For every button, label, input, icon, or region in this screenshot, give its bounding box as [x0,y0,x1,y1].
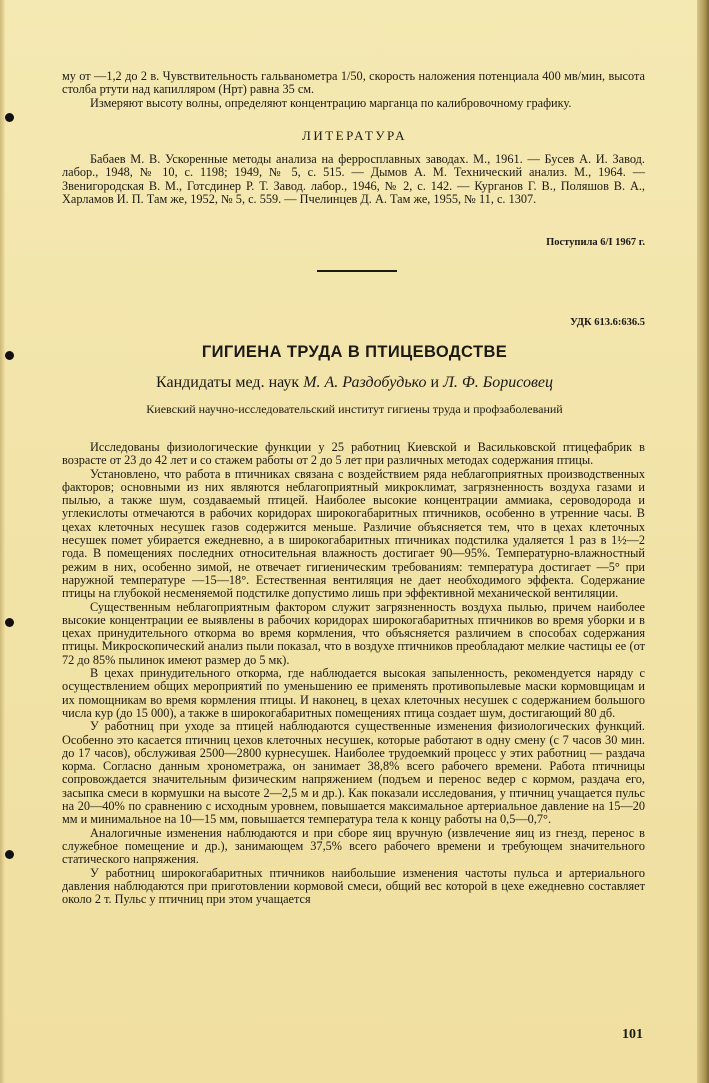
paragraph: Аналогичные изменения наблюдаются и при сборе яиц вручную (извлечение яиц из гнезд, перенос в служебное помещение и др.), занимающем 37,5% всего рабочего времени и требующем значительного статического напряжения. [62,825,645,867]
udk-code: УДК 613.6:636.5 [570,317,645,328]
paragraph: му от —1,2 до 2 в. Чувствительность гальванометра 1/50, скорость наложения потенциала 400 мв/мин, высота столба ртути над капилляром (Hрт) равна 35 см. [62,69,645,97]
authors-conjunction: и [430,374,440,391]
literature-heading: ЛИТЕРАТУРА [302,128,407,143]
author-name: Л. Ф. Борисовец [443,374,553,391]
paragraph: У работниц широкогабаритных птичников наибольшие изменения частоты пульса и артериального давления наблюдаются при приготовлении кормовой смеси, общий вес которой в цехе ежедневно составляет около 2 т. Пульс у птичниц при этом учащается [62,865,645,907]
binding-hole [5,850,14,859]
reference-list: Бабаев М. В. Ускоренные методы анализа на ферросплавных заводах. М., 1961. — Бусев А. И. Завод. лабор., 1948, № 10, с. 1198; 1949, № 5, с. 515. — Дымов А. М. Технический анализ. М., 1964. — Звенигородская В. М., Готсдинер Р. Т. Завод. лабор., 1946, № 2, с. 142. — Курганов Г. В., Поляшов В. А., Харламов И. П. Там же, 1952, № 5, с. 559. — Пчелинцев Д. А. Там же, 1955, № 11, с. 1307. [62,152,645,206]
received-date: Поступила 6/I 1967 г. [546,237,645,248]
authors-line [0,374,709,392]
paragraph: У работниц при уходе за птицей наблюдаются существенные изменения физиологических функций. Особенно это касается птичниц цехов клеточных несушек, которые работают в одну смену (с 7 часов 30 мин. до 17 часов), обслуживая 2500—2800 курнесушек. Наиболее трудоемкий процесс у этих работниц — раздача корма. Согласно данным хронометража, он занимает 38,8% всего рабочего времени. Работа птичницы сопровождается значительным физическим напряжением (подъем и перенос ведер с кормом, раздача его, засыпка смеси в кормушки на высоте 2—2,5 м и др.). Как показали исследования, у птичниц учащается пульс на 20—40% по сравнению с исходным уровнем, повышается максимальное артериальное давление на 15—20 мм и минимальное на 10—15 мм, повышается температура тела к концу работы на 0,5—0,7°. [62,719,645,827]
institute-affiliation: Киевский научно-исследовательский институт гигиены труда и профзаболеваний [146,402,563,416]
paragraph: Исследованы физиологические функции у 25 работниц Киевской и Васильковской птицефабрик в возрасте от 23 до 42 лет и со стажем работы от 2 до 5 лет при различных методах содержания птицы. [62,440,645,468]
author-name: М. А. Раздобудько [303,374,427,391]
article-title: ГИГИЕНА ТРУДА В ПТИЦЕВОДСТВЕ [201,343,508,361]
references [62,153,645,206]
paragraph: Существенным неблагоприятным фактором служит загрязненность воздуха пылью, причем наиболее высокие концентрации ее выявлены в рабочих коридорах широкогабаритных птичников во время уборки и в цехах принудительного откорма во время кормления, что объясняется различием в способах содержания птицы. Микроскопический анализ пыли показал, что в воздухе птичников преобладают мелкие частицы ее (от 72 до 85% пылинок имеют размер до 5 мк). [62,599,645,667]
binding-hole [5,113,14,122]
paragraph: В цехах принудительного откорма, где наблюдается высокая запыленность, рекомендуется наряду с осуществлением общих мероприятий по уменьшению ее применять противопылевые маски кормовщицам и их помощникам во время кормления птицы. И наконец, в цехах клеточных несушек с содержанием большого числа кур (до 15 000), а также в широкогабаритных помещениях птица создает шум, достигающий 80 дб. [62,666,645,720]
paragraph: Установлено, что работа в птичниках связана с воздействием ряда неблагоприятных производственных факторов; основными из них являются неблагоприятный микроклимат, загрязненность воздуха газами и пылью, а также шум, создаваемый птицей. Наиболее высокие концентрации аммиака, сероводорода и углекислоты отмечаются в рабочих коридорах широкогабаритных птичников, особенно в утренние часы. В цехах клеточных несушек газов содержится меньше. Различие объясняется тем, что в цехах клеточных несушек помет убирается ежедневно, а в широкогабаритных птичниках подстилка удаляется 1 раз в 1½—2 года. В помещениях последних относительная влажность достигает 90—95%. Температурно-влажностный режим в них, особенно зимой, не отвечает гигиеническим требованиям: температура достигает —5° при наружной температуре —15—18°. Естественная вентиляция не дает необходимого эффекта. Содержание птицы на глубокой несменяемой подстилке допустимо лишь при эффективной механической вентиляции. [62,466,645,601]
binding-hole [5,618,14,627]
page-left-edge [0,0,5,1083]
page-right-edge [697,0,709,1083]
previous-article-ending [62,70,645,110]
section-divider [317,270,397,272]
paragraph: Измеряют высоту волны, определяют концентрацию марганца по калибровочному графику. [90,95,572,110]
article-body [62,441,645,906]
authors-prefix: Кандидаты мед. наук [156,374,300,391]
page-number: 101 [622,1027,643,1042]
